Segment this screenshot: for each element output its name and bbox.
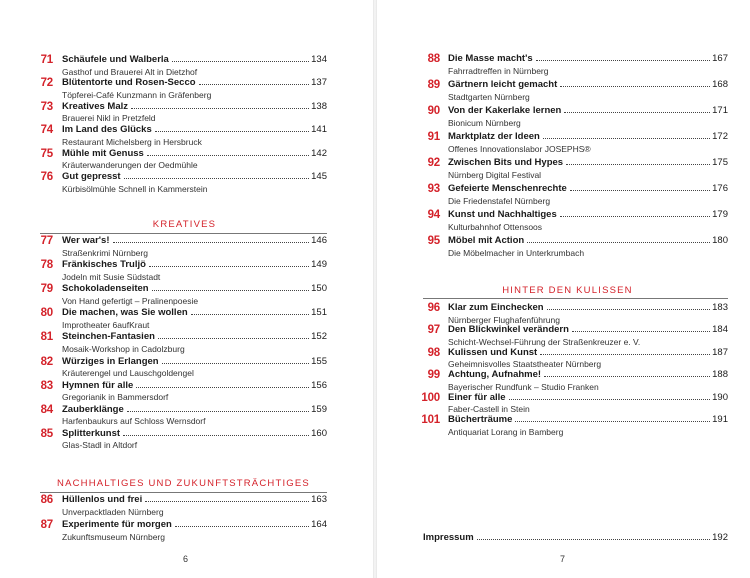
leader-dots	[175, 525, 309, 527]
chapter-number: 87	[40, 519, 53, 531]
leader-dots	[131, 107, 309, 109]
toc-entry[interactable]	[415, 53, 728, 79]
chapter-subtitle: Harfenbaukurs auf Schloss Wernsdorf	[62, 416, 206, 427]
toc-entry[interactable]	[30, 494, 327, 520]
chapter-title: Marktplatz der Ideen	[448, 131, 540, 142]
chapter-subtitle: Faber-Castell in Stein	[448, 404, 530, 415]
chapter-page: 151	[311, 307, 327, 319]
chapter-title: Schokoladenseiten	[62, 283, 149, 295]
chapter-page: 149	[311, 259, 327, 271]
chapter-title: Experimente für morgen	[62, 519, 172, 530]
leader-dots	[124, 177, 310, 179]
chapter-subtitle: Bayerischer Rundfunk – Studio Franken	[448, 381, 599, 392]
chapter-page: 137	[311, 77, 327, 89]
chapter-page: 190	[712, 391, 728, 403]
leader-dots	[564, 111, 710, 113]
chapter-number: 79	[40, 283, 53, 296]
title-line	[448, 414, 728, 425]
leader-dots	[515, 420, 710, 422]
chapter-page: 180	[712, 235, 728, 246]
chapter-title: Schäufele und Walberla	[62, 54, 169, 65]
title-line	[62, 259, 327, 270]
chapter-number: 101	[421, 414, 440, 426]
toc-entry[interactable]	[30, 171, 327, 197]
leader-dots	[543, 137, 710, 139]
chapter-subtitle: Gregorianik in Bammersdorf	[62, 392, 169, 403]
chapter-number: 75	[40, 147, 53, 160]
impressum-title: Impressum	[423, 532, 474, 543]
chapter-title: Einer für alle	[448, 391, 506, 403]
chapter-title: Klar zum Einchecken	[448, 302, 544, 313]
chapter-number: 100	[421, 391, 440, 404]
impressum-page: 192	[712, 532, 728, 543]
chapter-page: 179	[712, 209, 728, 220]
chapter-page: 187	[712, 346, 728, 358]
chapter-title: Wer war's!	[62, 235, 110, 246]
title-line	[62, 428, 327, 439]
title-line	[448, 235, 728, 246]
chapter-number: 97	[427, 324, 440, 337]
title-line	[62, 331, 327, 342]
leader-dots	[145, 500, 309, 502]
chapter-subtitle: Antiquariat Lorang in Bamberg	[448, 426, 564, 437]
chapter-page: 184	[712, 324, 728, 336]
section-rule-nachhaltiges	[40, 492, 327, 493]
toc-entry[interactable]	[30, 331, 327, 357]
title-line	[448, 324, 728, 335]
chapter-number: 73	[40, 100, 53, 113]
chapter-title: Gärtnern leicht gemacht	[448, 79, 558, 90]
toc-entry[interactable]	[30, 235, 327, 261]
chapter-number: 71	[40, 54, 53, 66]
toc-entry[interactable]	[30, 356, 327, 382]
leader-dots	[566, 163, 710, 165]
chapter-page: 171	[712, 105, 728, 116]
chapter-title: Die machen, was Sie wollen	[62, 307, 188, 319]
chapter-number: 96	[427, 302, 440, 314]
chapter-subtitle: Kräuterengel und Lauschgoldengel	[62, 368, 194, 378]
toc-entry[interactable]	[30, 124, 327, 150]
chapter-subtitle: Die Möbelmacher in Unterkrumbach	[448, 247, 585, 258]
title-line	[62, 124, 327, 135]
toc-entry[interactable]	[415, 79, 728, 105]
chapter-number: 77	[40, 235, 53, 247]
chapter-page: 176	[712, 183, 728, 194]
section-rule-kulissen	[423, 298, 728, 299]
chapter-title: Blütentorte und Rosen-Secco	[62, 77, 196, 89]
chapter-subtitle: Gasthof und Brauerei Alt in Dietzhof	[62, 66, 198, 77]
chapter-subtitle: Offenes Innovationslabor JOSEPHS®	[448, 143, 591, 154]
leader-dots	[147, 154, 309, 156]
chapter-page: 188	[712, 369, 728, 381]
chapter-page: 168	[712, 79, 728, 90]
leader-dots	[152, 289, 310, 291]
chapter-title: Von der Kakerlake lernen	[448, 105, 562, 116]
toc-entry[interactable]	[30, 54, 327, 80]
chapter-subtitle: Kürbisölmühle Schnell in Kammerstein	[62, 183, 208, 194]
leader-dots	[127, 410, 309, 412]
chapter-subtitle: Kulturbahnhof Ottensoos	[448, 221, 543, 232]
chapter-number: 80	[40, 307, 53, 320]
title-line	[62, 494, 327, 505]
chapter-number: 81	[40, 331, 53, 344]
chapter-number: 94	[427, 209, 440, 221]
title-line	[448, 302, 728, 313]
chapter-subtitle: Fahrradtreffen in Nürnberg	[448, 65, 549, 76]
chapter-page: 160	[311, 427, 327, 439]
leader-dots	[477, 538, 710, 540]
toc-entry[interactable]	[30, 101, 327, 127]
title-line	[448, 392, 728, 403]
page-number-right: 7	[560, 554, 566, 564]
chapter-number: 98	[427, 346, 440, 359]
toc-entry[interactable]	[30, 519, 327, 545]
chapter-title: Splitterkunst	[62, 427, 121, 439]
title-line	[62, 380, 327, 391]
toc-entry[interactable]	[415, 209, 728, 235]
chapter-number: 93	[427, 183, 440, 195]
chapter-title: Kunst und Nachhaltiges	[448, 209, 557, 220]
chapter-title: Hüllenlos und frei	[62, 494, 143, 505]
chapter-page: 175	[712, 157, 728, 168]
chapter-page: 150	[311, 283, 327, 295]
leader-dots	[162, 362, 310, 364]
chapter-number: 92	[427, 157, 440, 169]
leader-dots	[570, 189, 710, 191]
leader-dots	[113, 241, 310, 243]
chapter-title: Steinchen-Fantasien	[62, 331, 155, 343]
chapter-page: 152	[311, 331, 327, 343]
chapter-title: Mühle mit Genuss	[62, 147, 144, 159]
toc-entry[interactable]	[30, 77, 327, 103]
chapter-subtitle: Straßenkrimi Nürnberg	[62, 247, 148, 258]
leader-dots	[191, 313, 309, 315]
chapter-number: 74	[40, 124, 53, 137]
chapter-number: 91	[427, 131, 440, 143]
chapter-number: 85	[40, 427, 53, 440]
chapter-page: 145	[311, 171, 327, 182]
chapter-subtitle: Stadtgarten Nürnberg	[448, 91, 530, 102]
title-line	[62, 283, 327, 294]
chapter-page: 155	[311, 355, 327, 367]
title-line	[62, 77, 327, 88]
chapter-subtitle: Unverpacktladen Nürnberg	[62, 506, 164, 517]
chapter-page: 167	[712, 53, 728, 64]
chapter-title: Möbel mit Action	[448, 235, 525, 246]
leader-dots	[560, 85, 710, 87]
chapter-subtitle: Improtheater 6aufKraut	[62, 319, 150, 330]
chapter-page: 191	[712, 414, 728, 425]
chapter-subtitle: Brauerei Nikl in Pretzfeld	[62, 113, 156, 124]
title-line	[448, 209, 728, 220]
chapter-page: 134	[311, 54, 327, 65]
chapter-number: 78	[40, 259, 53, 272]
leader-dots	[527, 241, 710, 243]
chapter-page: 163	[311, 494, 327, 505]
toc-entry[interactable]	[30, 380, 327, 406]
leader-dots	[536, 59, 711, 61]
title-line	[448, 369, 728, 380]
chapter-subtitle: Töpferei-Café Kunzmann in Gräfenberg	[62, 89, 212, 100]
page-number-left: 6	[183, 554, 189, 564]
chapter-subtitle: Glas-Stadl in Altdorf	[62, 440, 138, 451]
chapter-number: 89	[427, 79, 440, 91]
section-heading-kreatives: KREATIVES	[152, 219, 217, 230]
toc-entry[interactable]	[415, 157, 728, 183]
toc-entry[interactable]	[30, 259, 327, 285]
section-heading-nachhaltiges: NACHHALTIGES UND ZUKUNFTSTRÄCHTIGES	[57, 478, 310, 489]
title-line	[62, 54, 327, 65]
title-line	[62, 235, 327, 246]
chapter-title: Bücherträume	[448, 414, 513, 425]
chapter-page: 141	[311, 124, 327, 136]
toc-entry[interactable]	[415, 235, 728, 261]
toc-entry[interactable]	[30, 307, 327, 333]
leader-dots	[123, 434, 309, 436]
chapter-number: 86	[40, 494, 53, 506]
chapter-number: 72	[40, 77, 53, 90]
leader-dots	[199, 83, 310, 85]
title-line	[62, 171, 327, 182]
toc-entry[interactable]	[30, 428, 327, 454]
title-line	[448, 79, 728, 90]
title-line	[62, 356, 327, 367]
chapter-page: 146	[311, 235, 327, 246]
chapter-number: 84	[40, 403, 53, 416]
title-line	[448, 105, 728, 116]
section-heading-kulissen: HINTER DEN KULISSEN	[502, 285, 633, 296]
section-rule-kreatives	[40, 233, 327, 234]
chapter-page: 164	[311, 519, 327, 530]
leader-dots	[540, 353, 710, 355]
chapter-page: 172	[712, 131, 728, 142]
chapter-title: Im Land des Glücks	[62, 124, 152, 136]
chapter-title: Fränkisches Truljö	[62, 259, 146, 271]
title-line	[62, 307, 327, 318]
toc-entry[interactable]	[30, 148, 327, 174]
title-line	[62, 101, 327, 112]
chapter-subtitle: Geheimnisvolles Staatstheater Nürnberg	[448, 359, 602, 370]
leader-dots	[560, 215, 710, 217]
chapter-number: 99	[427, 369, 440, 382]
chapter-subtitle: Restaurant Michelsberg in Hersbruck	[62, 136, 202, 147]
toc-entry[interactable]	[30, 404, 327, 430]
chapter-subtitle: Mosaik-Workshop in Cadolzburg	[62, 343, 185, 354]
chapter-number: 83	[40, 379, 53, 392]
title-line	[448, 347, 728, 358]
chapter-title: Kulissen und Kunst	[448, 346, 538, 358]
chapter-subtitle: Schicht-Wechsel-Führung der Straßenkreuzer e. V.	[448, 336, 641, 347]
chapter-number: 88	[427, 53, 440, 65]
chapter-subtitle: Kräuterwanderungen der Oedmühle	[62, 160, 198, 171]
chapter-subtitle: Von Hand gefertigt – Pralinenpoesie	[62, 295, 199, 306]
chapter-number: 90	[427, 105, 440, 117]
chapter-title: Den Blickwinkel verändern	[448, 324, 569, 336]
chapter-subtitle: Zukunftsmuseum Nürnberg	[62, 531, 165, 542]
title-line	[448, 53, 728, 64]
chapter-page: 138	[311, 100, 327, 112]
chapter-title: Achtung, Aufnahme!	[448, 369, 542, 381]
chapter-page: 159	[311, 403, 327, 415]
title-line	[62, 404, 327, 415]
chapter-page: 156	[311, 379, 327, 391]
leader-dots	[149, 265, 309, 267]
chapter-subtitle: Nürnberg Digital Festival	[448, 169, 542, 180]
title-line	[62, 519, 327, 530]
chapter-title: Würziges in Erlangen	[62, 355, 159, 367]
chapter-page: 183	[712, 302, 728, 313]
chapter-title: Gefeierte Menschenrechte	[448, 183, 567, 194]
impressum-entry[interactable]	[423, 532, 728, 543]
chapter-page: 142	[311, 147, 327, 159]
chapter-title: Hymnen für alle	[62, 379, 134, 391]
leader-dots	[136, 386, 309, 388]
leader-dots	[158, 337, 309, 339]
title-line	[62, 148, 327, 159]
chapter-title: Gut gepresst	[62, 171, 121, 182]
chapter-number: 82	[40, 355, 53, 368]
chapter-title: Die Masse macht's	[448, 53, 533, 64]
title-line	[448, 131, 728, 142]
chapter-subtitle: Jodeln mit Susie Südstadt	[62, 271, 161, 282]
chapter-number: 76	[40, 171, 53, 183]
toc-entry[interactable]	[415, 414, 728, 440]
toc-entry[interactable]	[415, 131, 728, 157]
chapter-subtitle: Bionicum Nürnberg	[448, 117, 521, 128]
leader-dots	[547, 308, 711, 310]
leader-dots	[572, 330, 710, 332]
chapter-subtitle: Nürnberger Flughafenführung	[448, 314, 560, 325]
leader-dots	[509, 398, 711, 400]
chapter-title: Zwischen Bits und Hypes	[448, 157, 564, 168]
chapter-title: Kreatives Malz	[62, 100, 129, 112]
toc-entry[interactable]	[415, 183, 728, 209]
chapter-number: 95	[427, 235, 440, 247]
toc-entry[interactable]	[415, 105, 728, 131]
leader-dots	[172, 60, 309, 62]
leader-dots	[155, 130, 309, 132]
title-line	[448, 157, 728, 168]
chapter-subtitle: Die Friedenstafel Nürnberg	[448, 195, 551, 206]
chapter-title: Zauberklänge	[62, 403, 124, 415]
title-line	[448, 183, 728, 194]
toc-entry[interactable]	[30, 283, 327, 309]
leader-dots	[544, 375, 710, 377]
